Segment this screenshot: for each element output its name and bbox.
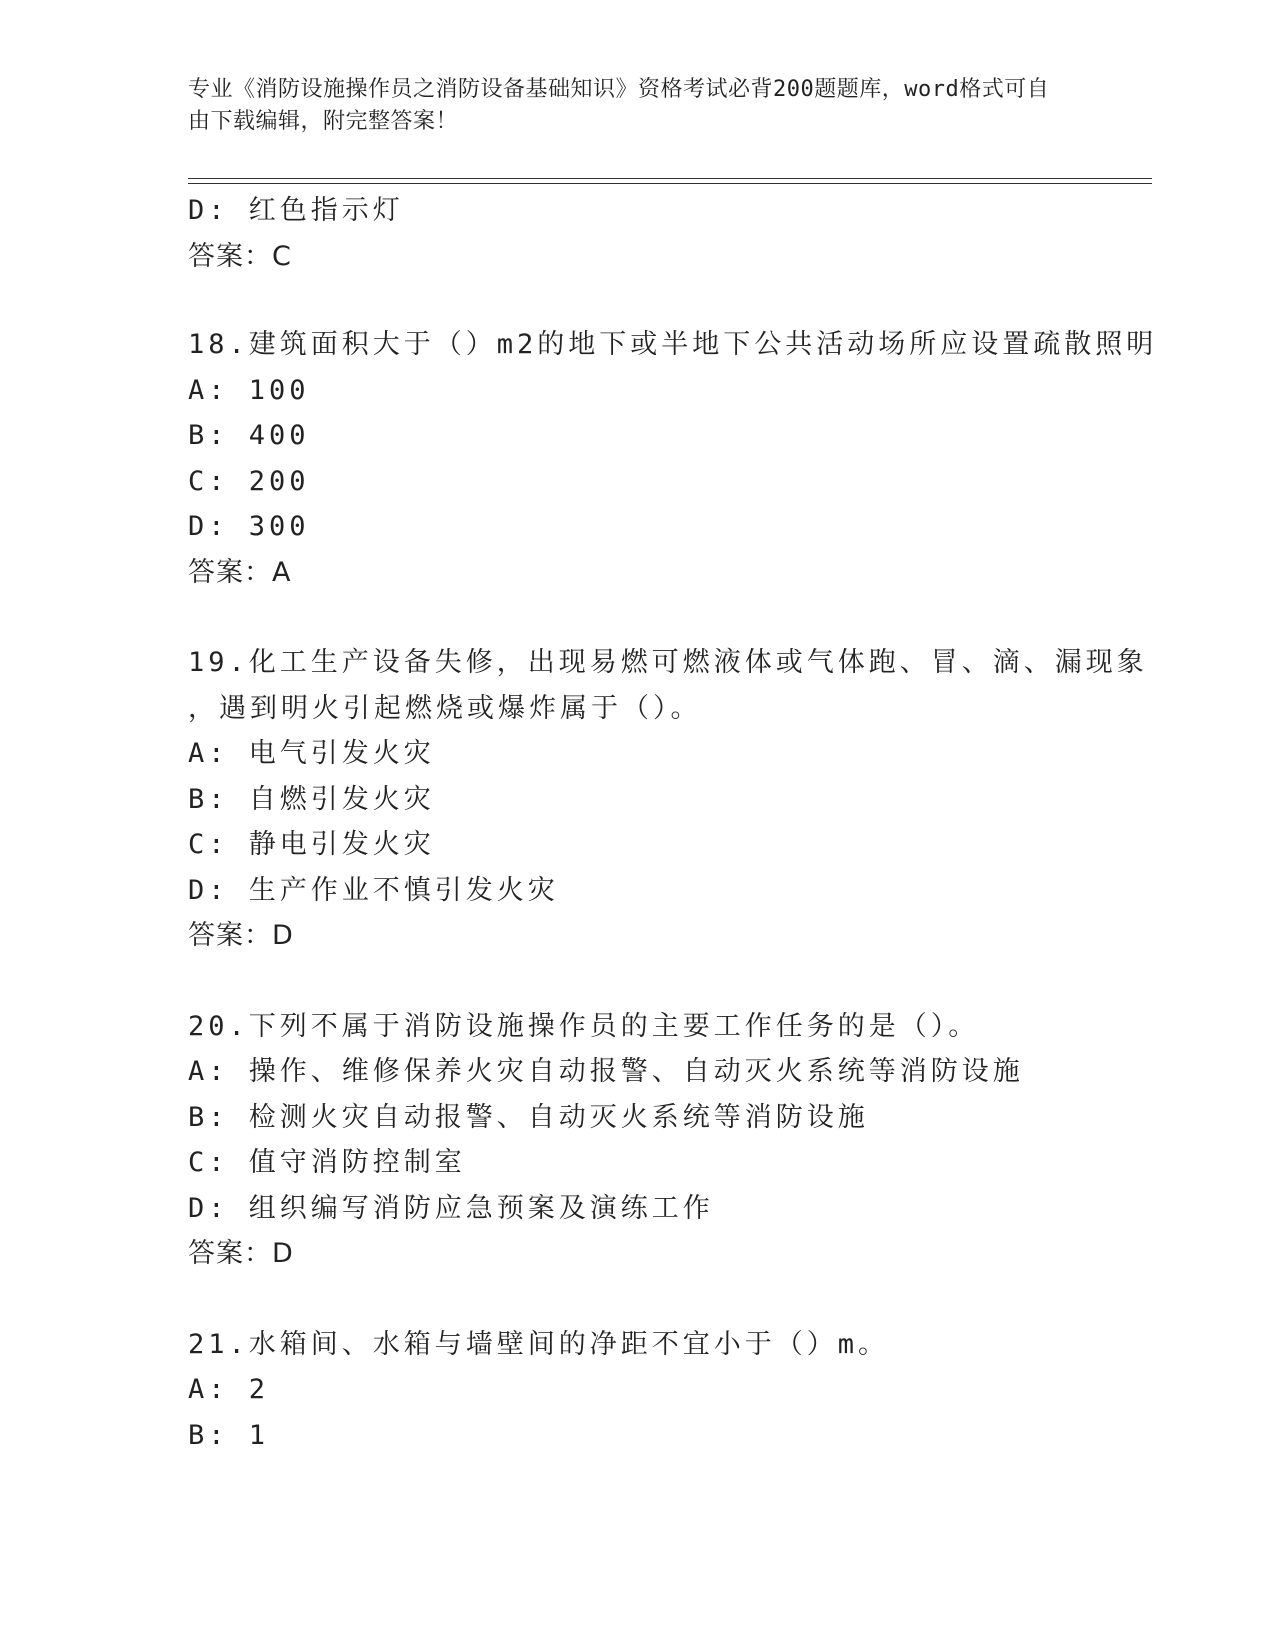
question-stem-continued: ，遇到明火引起燃烧或爆炸属于（）。: [188, 692, 702, 724]
option-c: C: 值守消防控制室: [188, 1147, 466, 1178]
question-20: [188, 1004, 1088, 1277]
option-b: B: 400: [188, 420, 310, 451]
option-a: A: 电气引发火灾: [188, 738, 435, 769]
option-d: D: 300: [188, 511, 310, 542]
option-a: A: 操作、维修保养火灾自动报警、自动灭火系统等消防设施: [188, 1056, 1024, 1087]
question-stem: 21.水箱间、水箱与墙壁间的净距不宜小于（）m。: [188, 1328, 890, 1360]
option-c: C: 静电引发火灾: [188, 829, 435, 860]
answer-line: 答案：C: [188, 240, 292, 272]
option-c: C: 200: [188, 465, 310, 497]
page-header: 专业《消防设施操作员之消防设备基础知识》资格考试必背200题题库，word格式可自由下载编辑，附完整答案！: [188, 77, 1050, 134]
option-a: A: 100: [188, 374, 310, 406]
option-a: A: 2: [188, 1374, 270, 1405]
option-d: D: 生产作业不慎引发火灾: [188, 874, 559, 906]
question-stem: 19.化工生产设备失修，出现易燃可燃液体或气体跑、冒、滴、漏现象: [188, 647, 1148, 678]
option-b: B: 1: [188, 1419, 270, 1451]
header-rule-double: [188, 183, 1152, 184]
question-stem: 18.建筑面积大于（）m2的地下或半地下公共活动场所应设置疏散照明: [188, 329, 1158, 360]
option-b: B: 检测火灾自动报警、自动灭火系统等消防设施: [188, 1101, 869, 1133]
question-21: [188, 1322, 1088, 1459]
option-b: B: 自燃引发火灾: [188, 783, 435, 815]
question-19: [188, 640, 1148, 959]
header-rule: [188, 178, 1152, 179]
answer-line: 答案：A: [188, 556, 292, 588]
option-d: D: 组织编写消防应急预案及演练工作: [188, 1192, 714, 1224]
answer-line: 答案：D: [188, 920, 294, 951]
question-stem: 20.下列不属于消防设施操作员的主要工作任务的是（）。: [188, 1010, 980, 1042]
question-18: [188, 322, 1158, 595]
previous-question-tail: [188, 188, 1088, 279]
question-content: [188, 188, 1158, 1458]
answer-line: 答案：D: [188, 1238, 294, 1269]
option-d: D: 红色指示灯: [188, 195, 404, 226]
